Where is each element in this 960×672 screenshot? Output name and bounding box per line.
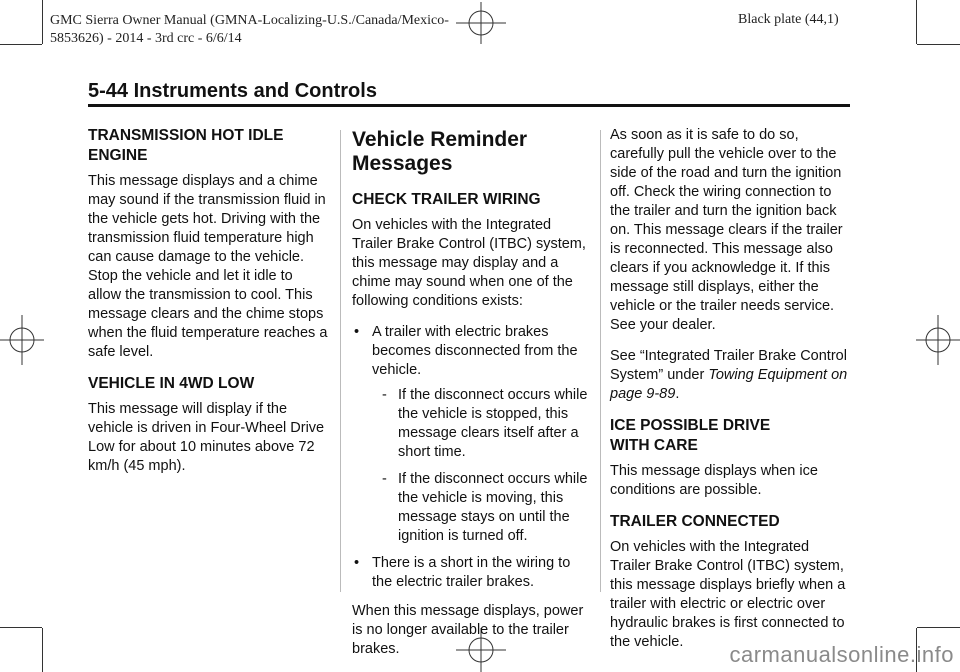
ice-possible-heading-line2: WITH CARE	[610, 437, 698, 454]
trailer-connected-heading: TRAILER CONNECTED	[610, 513, 780, 530]
trailer-connected-body: On vehicles with the Integrated Trailer Brake Control (ITBC) system, this message displays briefly when a trailer with electric or electric over hydraulic brakes is first connected to the vehicle.	[610, 539, 846, 650]
check-trailer-wiring-heading: CHECK TRAILER WIRING	[352, 191, 541, 208]
page-reference-link[interactable]: Towing Equipment on page 9-89	[610, 367, 848, 402]
list-item	[372, 470, 592, 546]
sub-conditions-list	[372, 386, 592, 546]
document-meta-line2: 5853626) - 2014 - 3rd crc - 6/6/14	[50, 31, 242, 46]
list-item	[372, 386, 592, 462]
crop-mark-top-right-h	[917, 44, 960, 45]
continued-paragraph: As soon as it is safe to do so, carefully pull the vehicle over to the side of the road and turn the ignition off. Check the wiring connection to the trailer and turn the ignition back on. This message clears if the trailer is reconnected. This message also clears if you acknowledge it. If this message still displays, either the vehicle or the trailer needs service. See your dealer.	[610, 127, 843, 333]
column-divider-2	[600, 130, 601, 592]
registration-mark-top-icon	[456, 2, 506, 44]
dash-icon: -	[382, 471, 387, 487]
bullet-text: There is a short in the wiring to the electric trailer brakes.	[372, 555, 571, 590]
list-item	[352, 554, 592, 592]
document-meta	[50, 12, 449, 48]
ice-possible-heading	[610, 416, 850, 456]
column-1	[88, 126, 328, 488]
list-item	[352, 323, 592, 546]
transmission-hot-heading	[88, 126, 328, 166]
dash-icon: -	[382, 387, 387, 403]
header-rule	[88, 104, 850, 107]
crop-mark-top-right-v	[916, 0, 917, 44]
column-divider-1	[340, 130, 341, 592]
bullet-icon: •	[354, 324, 360, 340]
closing-paragraph: When this message displays, power is no longer available to the trailer brakes.	[352, 603, 584, 657]
plate-label: Black plate (44,1)	[738, 12, 839, 27]
transmission-hot-heading-line1: TRANSMISSION HOT IDLE	[88, 127, 284, 144]
vehicle-4wd-low-heading: VEHICLE IN 4WD LOW	[88, 375, 255, 392]
sub-bullet-text: If the disconnect occurs while the vehicle is stopped, this message clears itself after a short time.	[398, 387, 588, 460]
crop-mark-top-left-h	[0, 44, 42, 45]
transmission-hot-body: This message displays and a chime may sound if the transmission fluid in the vehicle gets hot. Driving with the transmission fluid temperature high can cause damage to the vehicle. Stop the vehicle and let it idle to allow the transmission to cool. This message clears and the chime stops when the fluid temperature reaches a safe level.	[88, 173, 328, 360]
section-title: Vehicle Reminder Messages	[352, 128, 528, 175]
crop-mark-bottom-left-v	[42, 628, 43, 672]
see-end: .	[675, 386, 680, 402]
see-reference-paragraph	[610, 347, 850, 404]
registration-mark-right-icon	[916, 315, 960, 365]
conditions-list	[352, 323, 592, 592]
bullet-icon: •	[354, 555, 360, 571]
crop-mark-bottom-right-h	[917, 627, 960, 628]
sub-bullet-text: If the disconnect occurs while the vehicle is moving, this message stays on until the ignition is turned off.	[398, 471, 588, 544]
page-title: 5-44 Instruments and Controls	[88, 80, 377, 102]
column-2	[352, 128, 592, 671]
registration-mark-left-icon	[0, 315, 44, 365]
ice-possible-body: This message displays when ice conditions are possible.	[610, 463, 818, 498]
column-3	[610, 126, 850, 664]
document-meta-line1: GMC Sierra Owner Manual (GMNA-Localizing-U.S./Canada/Mexico-	[50, 13, 449, 28]
watermark: carmanualsonline.info	[729, 642, 954, 667]
vehicle-4wd-low-body: This message will display if the vehicle is driven in Four-Wheel Drive Low for about 10 minutes above 72 km/h (45 mph).	[88, 401, 325, 474]
ice-possible-heading-line1: ICE POSSIBLE DRIVE	[610, 417, 771, 434]
see-prefix: See “Integrated Trailer Brake Control System” under	[610, 348, 847, 383]
crop-mark-bottom-left-h	[0, 627, 42, 628]
check-trailer-wiring-body: On vehicles with the Integrated Trailer Brake Control (ITBC) system, this message may display and a chime may sound when one of the following conditions exists:	[352, 217, 586, 309]
crop-mark-top-left-v	[42, 0, 43, 44]
transmission-hot-heading-line2: ENGINE	[88, 147, 148, 164]
bullet-text: A trailer with electric brakes becomes disconnected from the vehicle.	[372, 324, 578, 378]
